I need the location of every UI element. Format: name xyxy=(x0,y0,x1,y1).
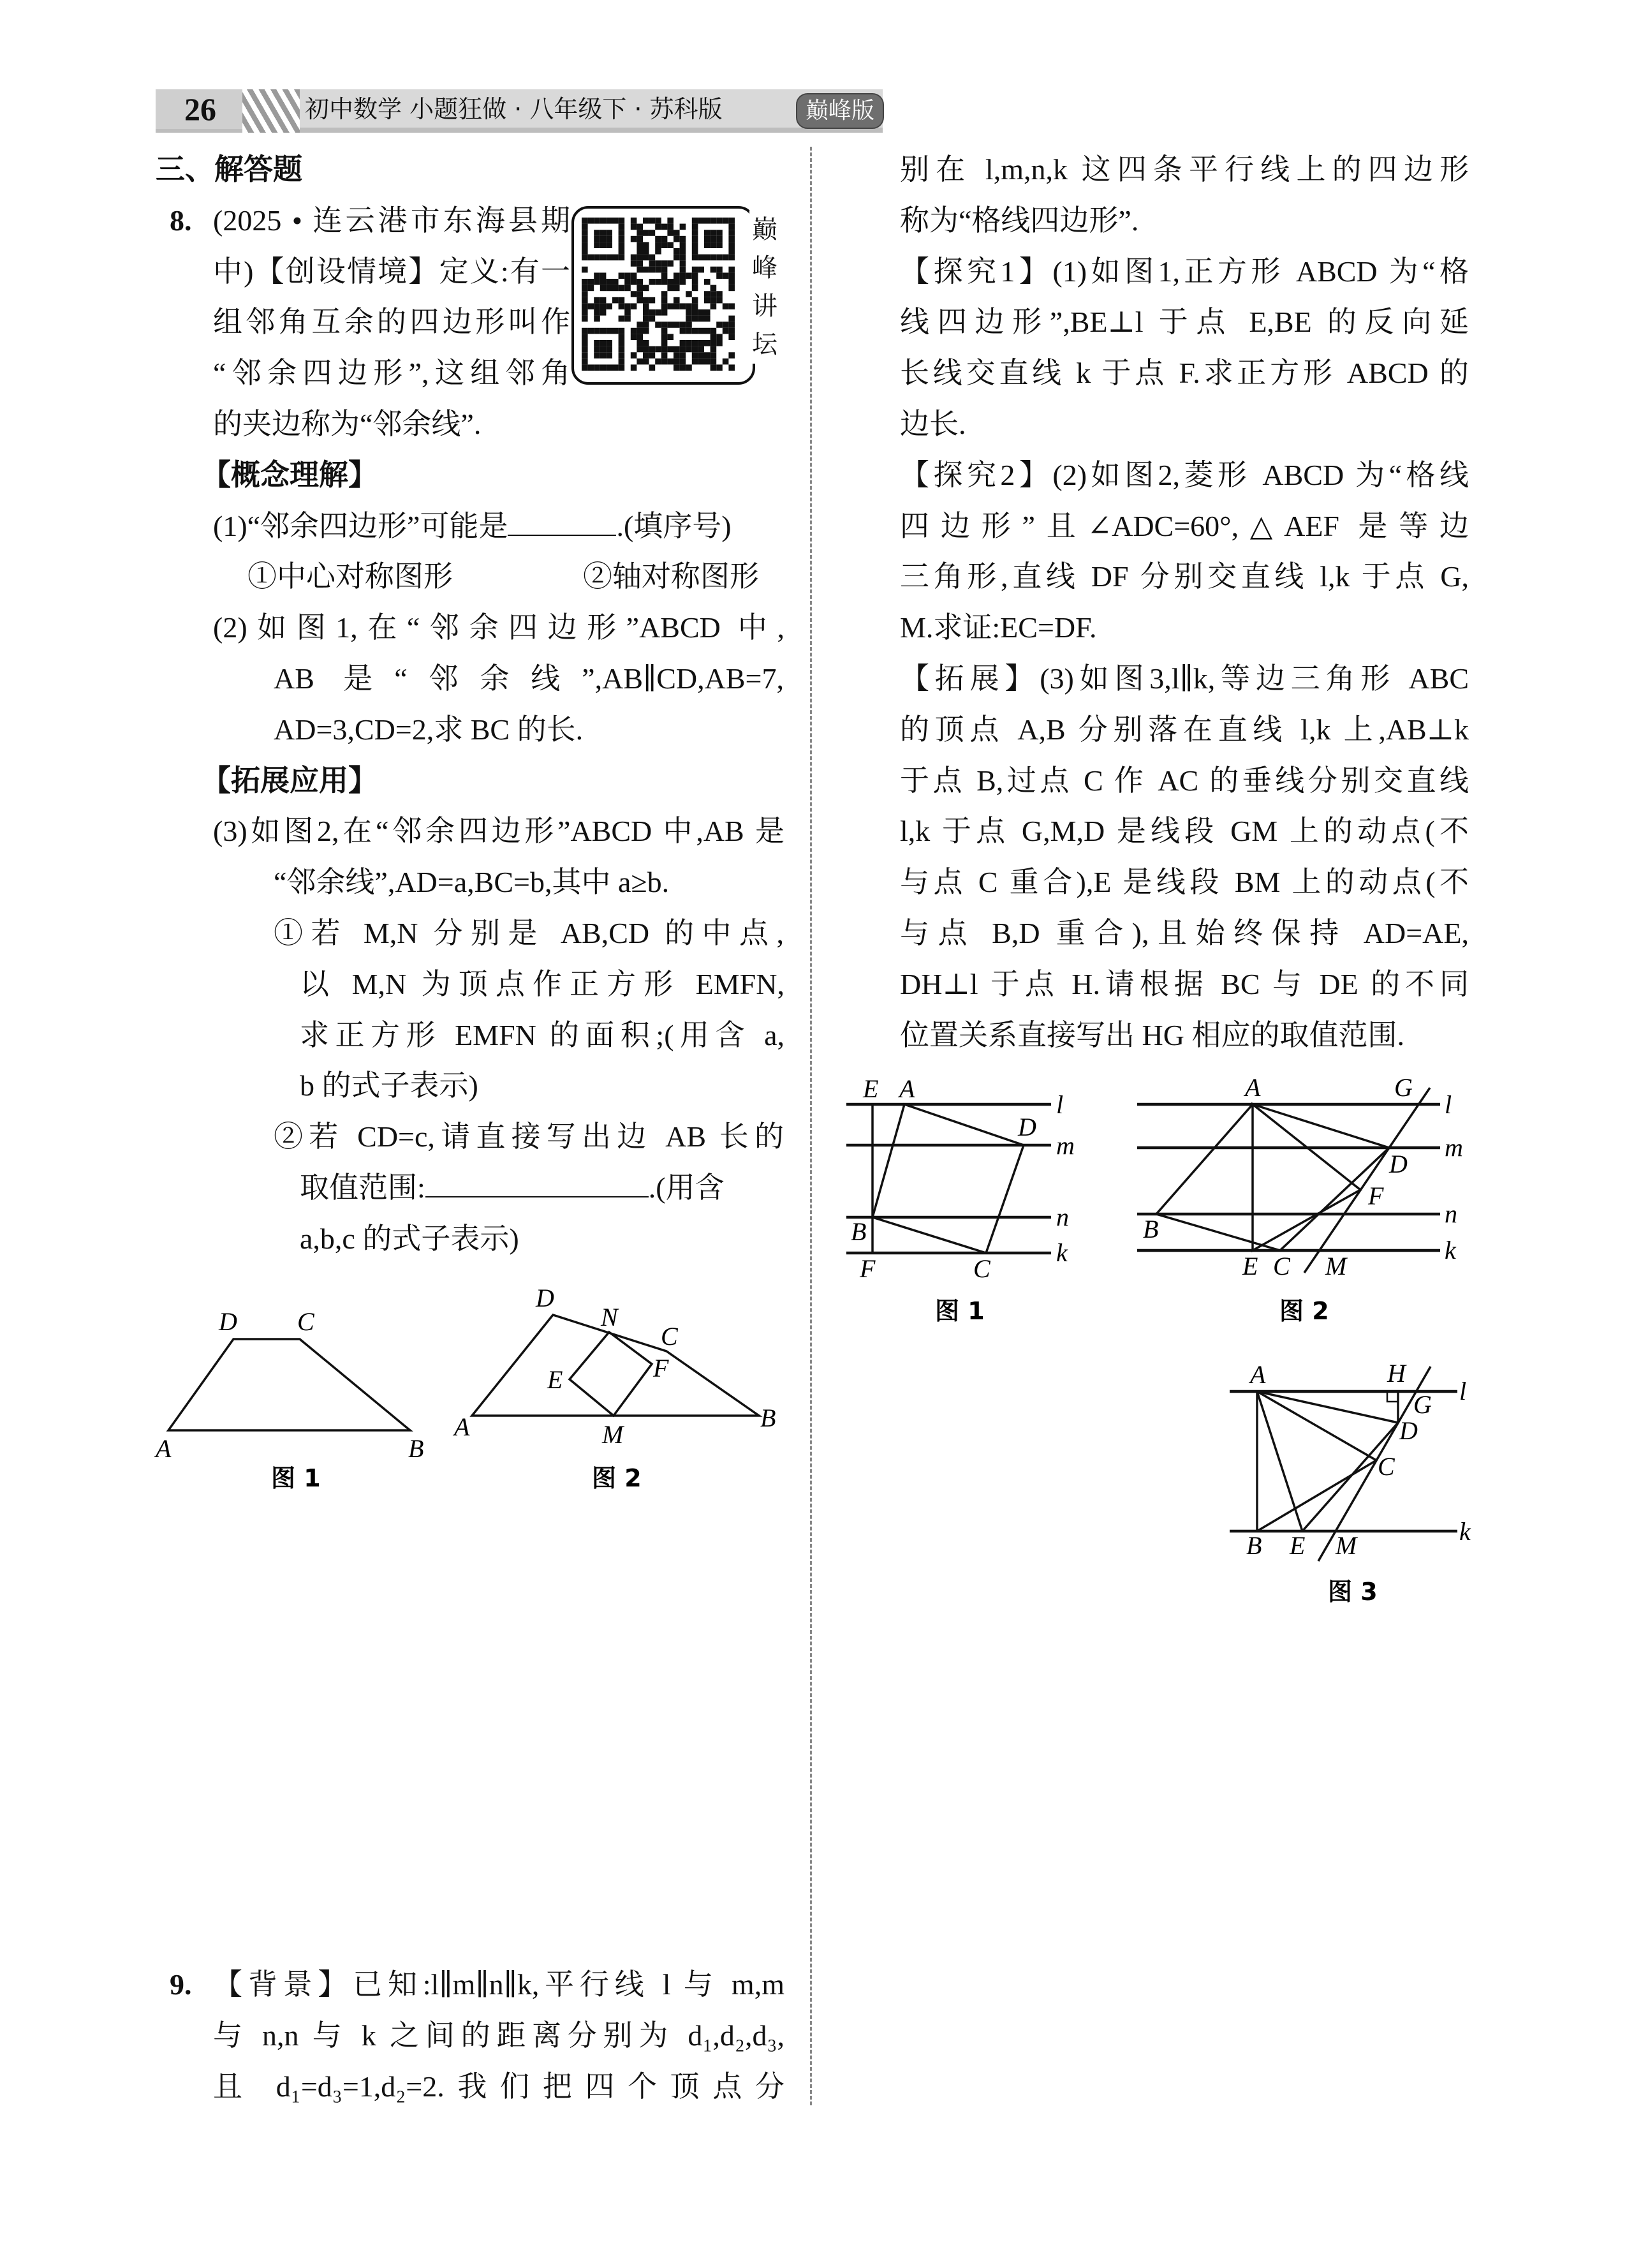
label-c: C xyxy=(661,1322,678,1351)
text-segment: AD=3,CD=2,求 BC 的长. xyxy=(274,713,584,746)
label-b: B xyxy=(1143,1215,1159,1243)
label-b: B xyxy=(760,1404,776,1432)
label-a: A xyxy=(454,1412,470,1441)
text-segment: 位置关系直接写出 HG 相应的取值范围. xyxy=(900,1018,1404,1051)
q9-figure-3 xyxy=(1230,1359,1471,1606)
text-segment: (2)如图1,在“邻余四边形”ABCD 中, xyxy=(213,611,784,644)
figure-caption: 图 1 xyxy=(271,1464,321,1492)
text-segment: DH⊥l 于点 H.请根据 BC 与 DE 的不同 xyxy=(900,967,1469,1000)
label-b: B xyxy=(851,1217,867,1246)
text-segment: 与点 C 重合),E 是线段 BM 上的动点(不 xyxy=(900,866,1469,899)
label-n: n xyxy=(1445,1199,1457,1228)
label-d: D xyxy=(1399,1416,1418,1445)
label-c: C xyxy=(973,1254,990,1283)
text-segment: 的夹边称为“邻余线”. xyxy=(213,408,482,440)
text-segment: a,b,c 的式子表示) xyxy=(300,1222,519,1255)
text-segment: 组邻角互余的四边形叫作 xyxy=(213,306,570,339)
label-e: E xyxy=(1290,1531,1306,1560)
q8-figure-2 xyxy=(452,1284,776,1492)
text-segment: 求正方形 EMFN 的面积;(用含 a, xyxy=(300,1018,784,1051)
square-abcd xyxy=(872,1104,1024,1253)
text-segment: (1)“邻余四边形”可能是 xyxy=(213,509,508,542)
text-segment: ①若 M,N 分别是 AB,CD 的中点, xyxy=(274,917,784,949)
text-segment: 称为“格线四边形”. xyxy=(900,204,1139,237)
text-segment: 【拓展】(3)如图3,l∥k,等边三角形 ABC xyxy=(900,662,1469,695)
text-segment: 【拓展应用】 xyxy=(202,764,378,797)
label-a: A xyxy=(156,1434,172,1463)
label-c: C xyxy=(297,1307,314,1336)
label-b: B xyxy=(1246,1531,1262,1560)
q8-figure-1 xyxy=(154,1307,423,1492)
label-c: C xyxy=(1378,1452,1395,1481)
label-f: F xyxy=(860,1254,876,1283)
q9-figure-2 xyxy=(1137,1073,1463,1325)
text-segment: 【背景】已知:l∥m∥n∥k,平行线 l 与 m,m xyxy=(213,1968,784,2001)
text-segment: 【探究1】(1)如图1,正方形 ABCD 为“格 xyxy=(900,255,1469,288)
text-segment: b 的式子表示) xyxy=(300,1069,478,1102)
text-segment: 中)【创设情境】定义:有一 xyxy=(213,255,570,288)
label-c: C xyxy=(1273,1252,1290,1280)
label-k: k xyxy=(1445,1236,1456,1264)
label-d: D xyxy=(1389,1150,1408,1178)
figure-caption: 图 2 xyxy=(1279,1297,1329,1325)
label-n: N xyxy=(601,1303,618,1331)
text-segment: 【探究2】(2)如图2,菱形 ABCD 为“格线 xyxy=(900,458,1469,491)
edition-badge: 巅峰版 xyxy=(796,93,884,129)
label-m: M xyxy=(1336,1531,1357,1560)
label-g: G xyxy=(1413,1390,1432,1419)
label-m: m xyxy=(1445,1133,1463,1162)
text-segment: 且 d₁=d₃=1,d₂=2.我们把四个顶点分 xyxy=(213,2070,784,2103)
text-segment: 线四边形”,BE⊥l 于点 E,BE 的反向延 xyxy=(900,306,1469,339)
text-segment: 三、解答题 xyxy=(156,153,302,186)
text-segment: 三角形,直线 DF 分别交直线 l,k 于点 G, xyxy=(900,560,1469,593)
label-f: F xyxy=(1368,1182,1384,1210)
text-segment: (3)如图2,在“邻余四边形”ABCD 中,AB 是 xyxy=(213,815,784,848)
label-e: E xyxy=(863,1074,879,1103)
label-l: l xyxy=(1445,1090,1452,1119)
text-segment: “邻余四边形”,这组邻角 xyxy=(213,357,570,390)
question-number-9: 9. xyxy=(170,1968,192,2001)
qr-side-label: 巅峰讲坛 xyxy=(749,211,780,364)
label-a: A xyxy=(1245,1073,1261,1102)
label-m-point: M xyxy=(1325,1252,1347,1280)
label-b: B xyxy=(408,1434,424,1463)
text-segment: 与 n,n 与 k 之间的距离分别为 d₁,d₂,d₃, xyxy=(213,2019,784,2052)
text-segment: AB 是“邻余线”,AB∥CD,AB=7, xyxy=(274,662,784,695)
label-k: k xyxy=(1056,1238,1068,1267)
text-segment: (2025 • 连云港市东海县期 xyxy=(213,204,570,237)
page-number: 26 xyxy=(156,89,245,129)
trapezoid-abcd xyxy=(168,1339,410,1430)
text-segment: 与点 B,D 重合),且始终保持 AD=AE, xyxy=(900,917,1469,949)
text-segment: 别在 l,m,n,k 这四条平行线上的四边形 xyxy=(900,153,1469,186)
label-f: F xyxy=(653,1354,669,1382)
text-segment: l,k 于点 G,M,D 是线段 GM 上的动点(不 xyxy=(900,815,1469,848)
label-n: n xyxy=(1056,1203,1069,1231)
figure-caption: 图 1 xyxy=(935,1297,985,1325)
text-segment: 长线交直线 k 于点 F.求正方形 ABCD 的 xyxy=(900,357,1469,390)
label-d: D xyxy=(536,1284,554,1312)
text-segment: 取值范围: xyxy=(300,1171,425,1204)
label-m: m xyxy=(1056,1131,1075,1160)
square-emfn xyxy=(570,1332,652,1416)
text-segment: 于点 B,过点 C 作 AC 的垂线分别交直线 xyxy=(900,764,1469,797)
text-segment: .(填序号) xyxy=(616,509,732,542)
rhombus-abcd xyxy=(1156,1104,1389,1250)
text-segment: 四边形”且∠ADC=60°,△AEF 是等边 xyxy=(900,509,1469,542)
text-segment: 的顶点 A,B 分别落在直线 l,k 上,AB⊥k xyxy=(900,713,1469,746)
label-e: E xyxy=(547,1365,563,1394)
label-d: D xyxy=(219,1307,237,1336)
text-segment: 【概念理解】 xyxy=(202,458,378,491)
triangle-aef xyxy=(1253,1104,1360,1250)
q9-figure-1 xyxy=(846,1074,1075,1325)
text-segment: “邻余线”,AD=a,BC=b,其中 a≥b. xyxy=(274,866,670,899)
figure-caption: 图 2 xyxy=(592,1464,642,1492)
label-g: G xyxy=(1394,1073,1413,1102)
book-title: 初中数学 小题狂做 · 八年级下 · 苏科版 xyxy=(305,95,723,123)
question-number-8: 8. xyxy=(170,204,192,237)
label-m: M xyxy=(602,1420,624,1449)
label-k: k xyxy=(1459,1517,1471,1546)
text-segment: ②若 CD=c,请直接写出边 AB 长的 xyxy=(274,1120,784,1153)
text-segment: 边长. xyxy=(900,408,966,440)
label-l: l xyxy=(1459,1377,1467,1405)
label-h: H xyxy=(1387,1359,1406,1388)
label-e: E xyxy=(1242,1252,1258,1280)
text-segment: M.求证:EC=DF. xyxy=(900,611,1097,644)
label-a: A xyxy=(1250,1360,1266,1389)
text-segment: ①中心对称图形 xyxy=(247,560,453,593)
label-d: D xyxy=(1018,1113,1036,1141)
text-segment: 以 M,N 为顶点作正方形 EMFN, xyxy=(300,967,784,1000)
right-angle-mark xyxy=(1387,1391,1398,1402)
text-segment: ②轴对称图形 xyxy=(583,560,759,593)
text-segment: .(用含 xyxy=(648,1171,725,1204)
label-l: l xyxy=(1056,1090,1064,1119)
label-a: A xyxy=(899,1074,915,1103)
figure-caption: 图 3 xyxy=(1328,1578,1378,1606)
